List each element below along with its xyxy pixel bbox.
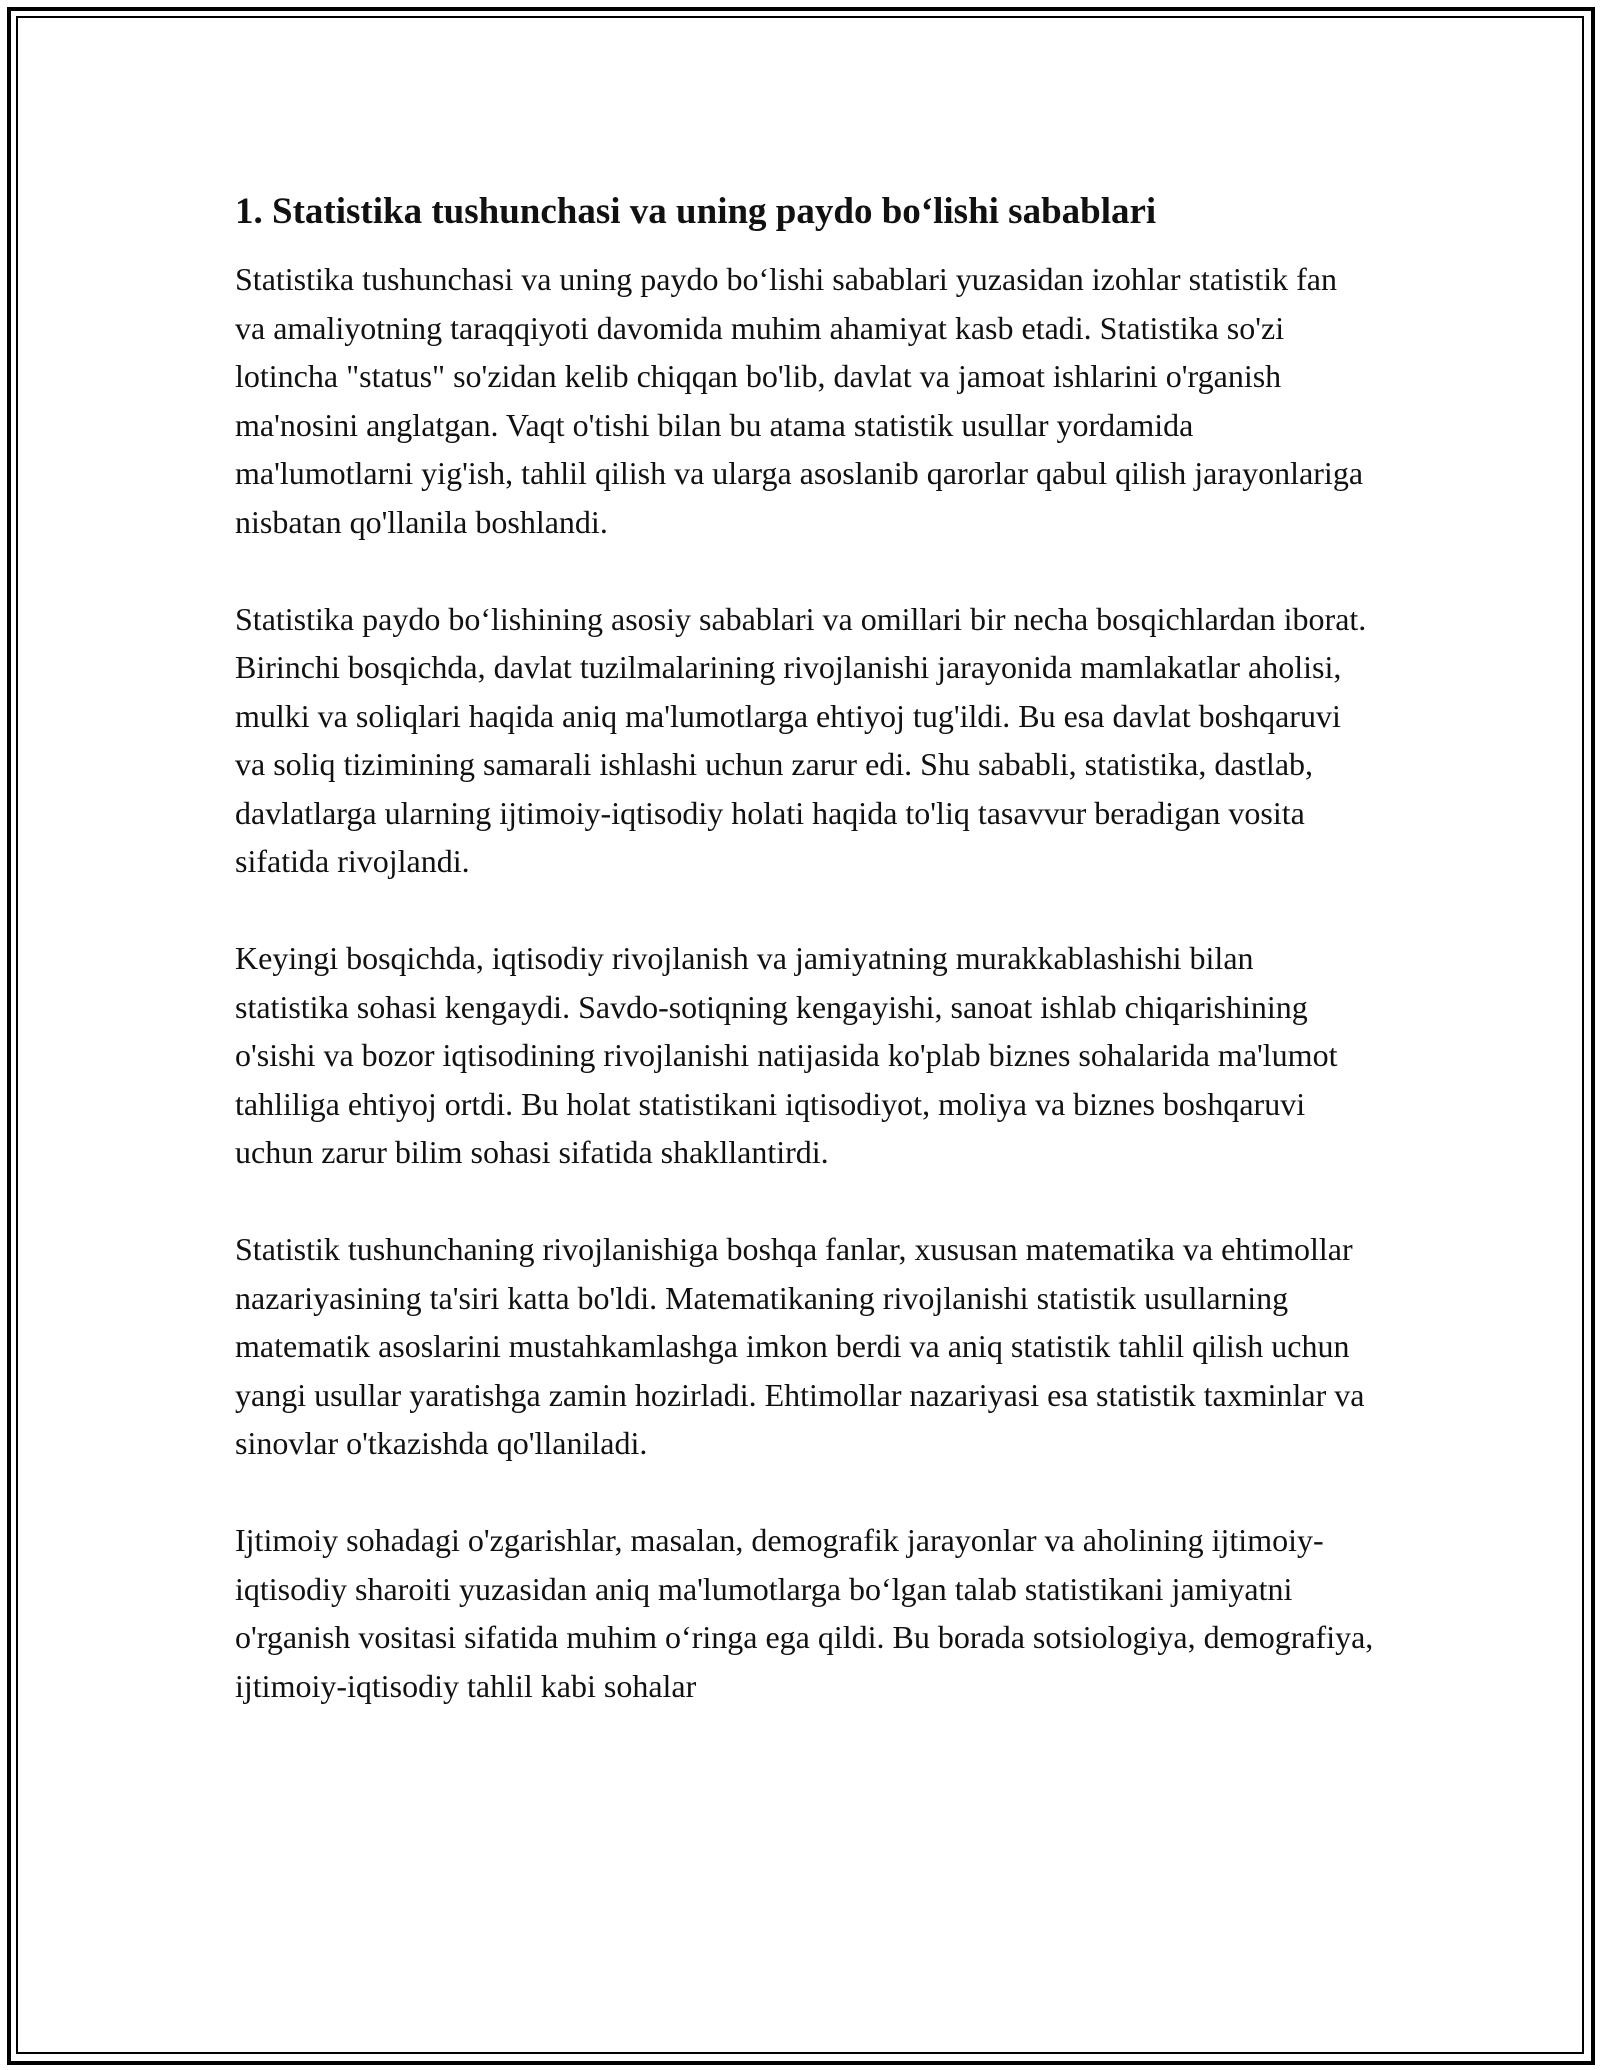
paragraph-2: Statistika paydo bo‘lishining asosiy sabablari va omillari bir necha bosqichlardan iborat. Birinchi bosqichda, davlat tuzilmalarining rivojlanishi jarayonida mamlakatlar aholisi, mulki va soliqlari haqida aniq ma'lumotlarga ehtiyoj tug'ildi. Bu esa davlat boshqaruvi va soliq tizimining samarali ishlashi uchun zarur edi. Shu sababli, statistika, dastlab, davlatlarga ularning ijtimoiy-iqtisodiy holati haqida to'liq tasavvur beradigan vosita sifatida rivojlandi. (235, 600, 1367, 879)
section-heading: 1. Statistika tushunchasi va uning paydo bo‘lishi sabablari (235, 191, 1157, 232)
paragraph-1: Statistika tushunchasi va uning paydo bo‘lishi sabablari yuzasidan izohlar statistik fan va amaliyotning taraqqiyoti davomida muhim ahamiyat kasb etadi. Statistika so'zi lotincha "status" so'zidan kelib chiqqan bo'lib, davlat va jamoat ishlarini o'rganish ma'nosini anglatgan. Vaqt o'tishi bilan bu atama statistik usullar yordamida ma'lumotlarni yig'ish, tahlil qilish va ularga asoslanib qarorlar qabul qilish jarayonlariga nisbatan qo'llanila boshlandi. (235, 261, 1364, 540)
paragraph-3: Keyingi bosqichda, iqtisodiy rivojlanish va jamiyatning murakkablashishi bilan statistika sohasi kengaydi. Savdo-sotiqning kengayishi, sanoat ishlab chiqarishining o'sishi va bozor iqtisodining rivojlanishi natijasida ko'plab biznes sohalarida ma'lumot tahliliga ehtiyoj ortdi. Bu holat statistikani iqtisodiyot, moliya va biznes boshqaruvi uchun zarur bilim sohasi sifatida shakllantirdi. (235, 940, 1338, 1170)
document-body (235, 188, 1375, 1759)
paragraph-4: Statistik tushunchaning rivojlanishiga boshqa fanlar, xususan matematika va ehtimollar nazariyasining ta'siri katta bo'ldi. Matematikaning rivojlanishi statistik usullarning matematik asoslarini mustahkamlashga imkon berdi va aniq statistik tahlil qilish uchun yangi usullar yaratishga zamin hozirladi. Ehtimollar nazariyasi esa statistik taxminlar va sinovlar o'tkazishda qo'llaniladi. (235, 1231, 1365, 1461)
paragraph-5: Ijtimoiy sohadagi o'zgarishlar, masalan, demografik jarayonlar va aholining ijtimoiy-iqtisodiy sharoiti yuzasidan aniq ma'lumotlarga bo‘lgan talab statistikani jamiyatni o'rganish vositasi sifatida muhim o‘ringa ega qildi. Bu borada sotsiologiya, demografiya, ijtimoiy-iqtisodiy tahlil kabi sohalar (235, 1522, 1374, 1704)
